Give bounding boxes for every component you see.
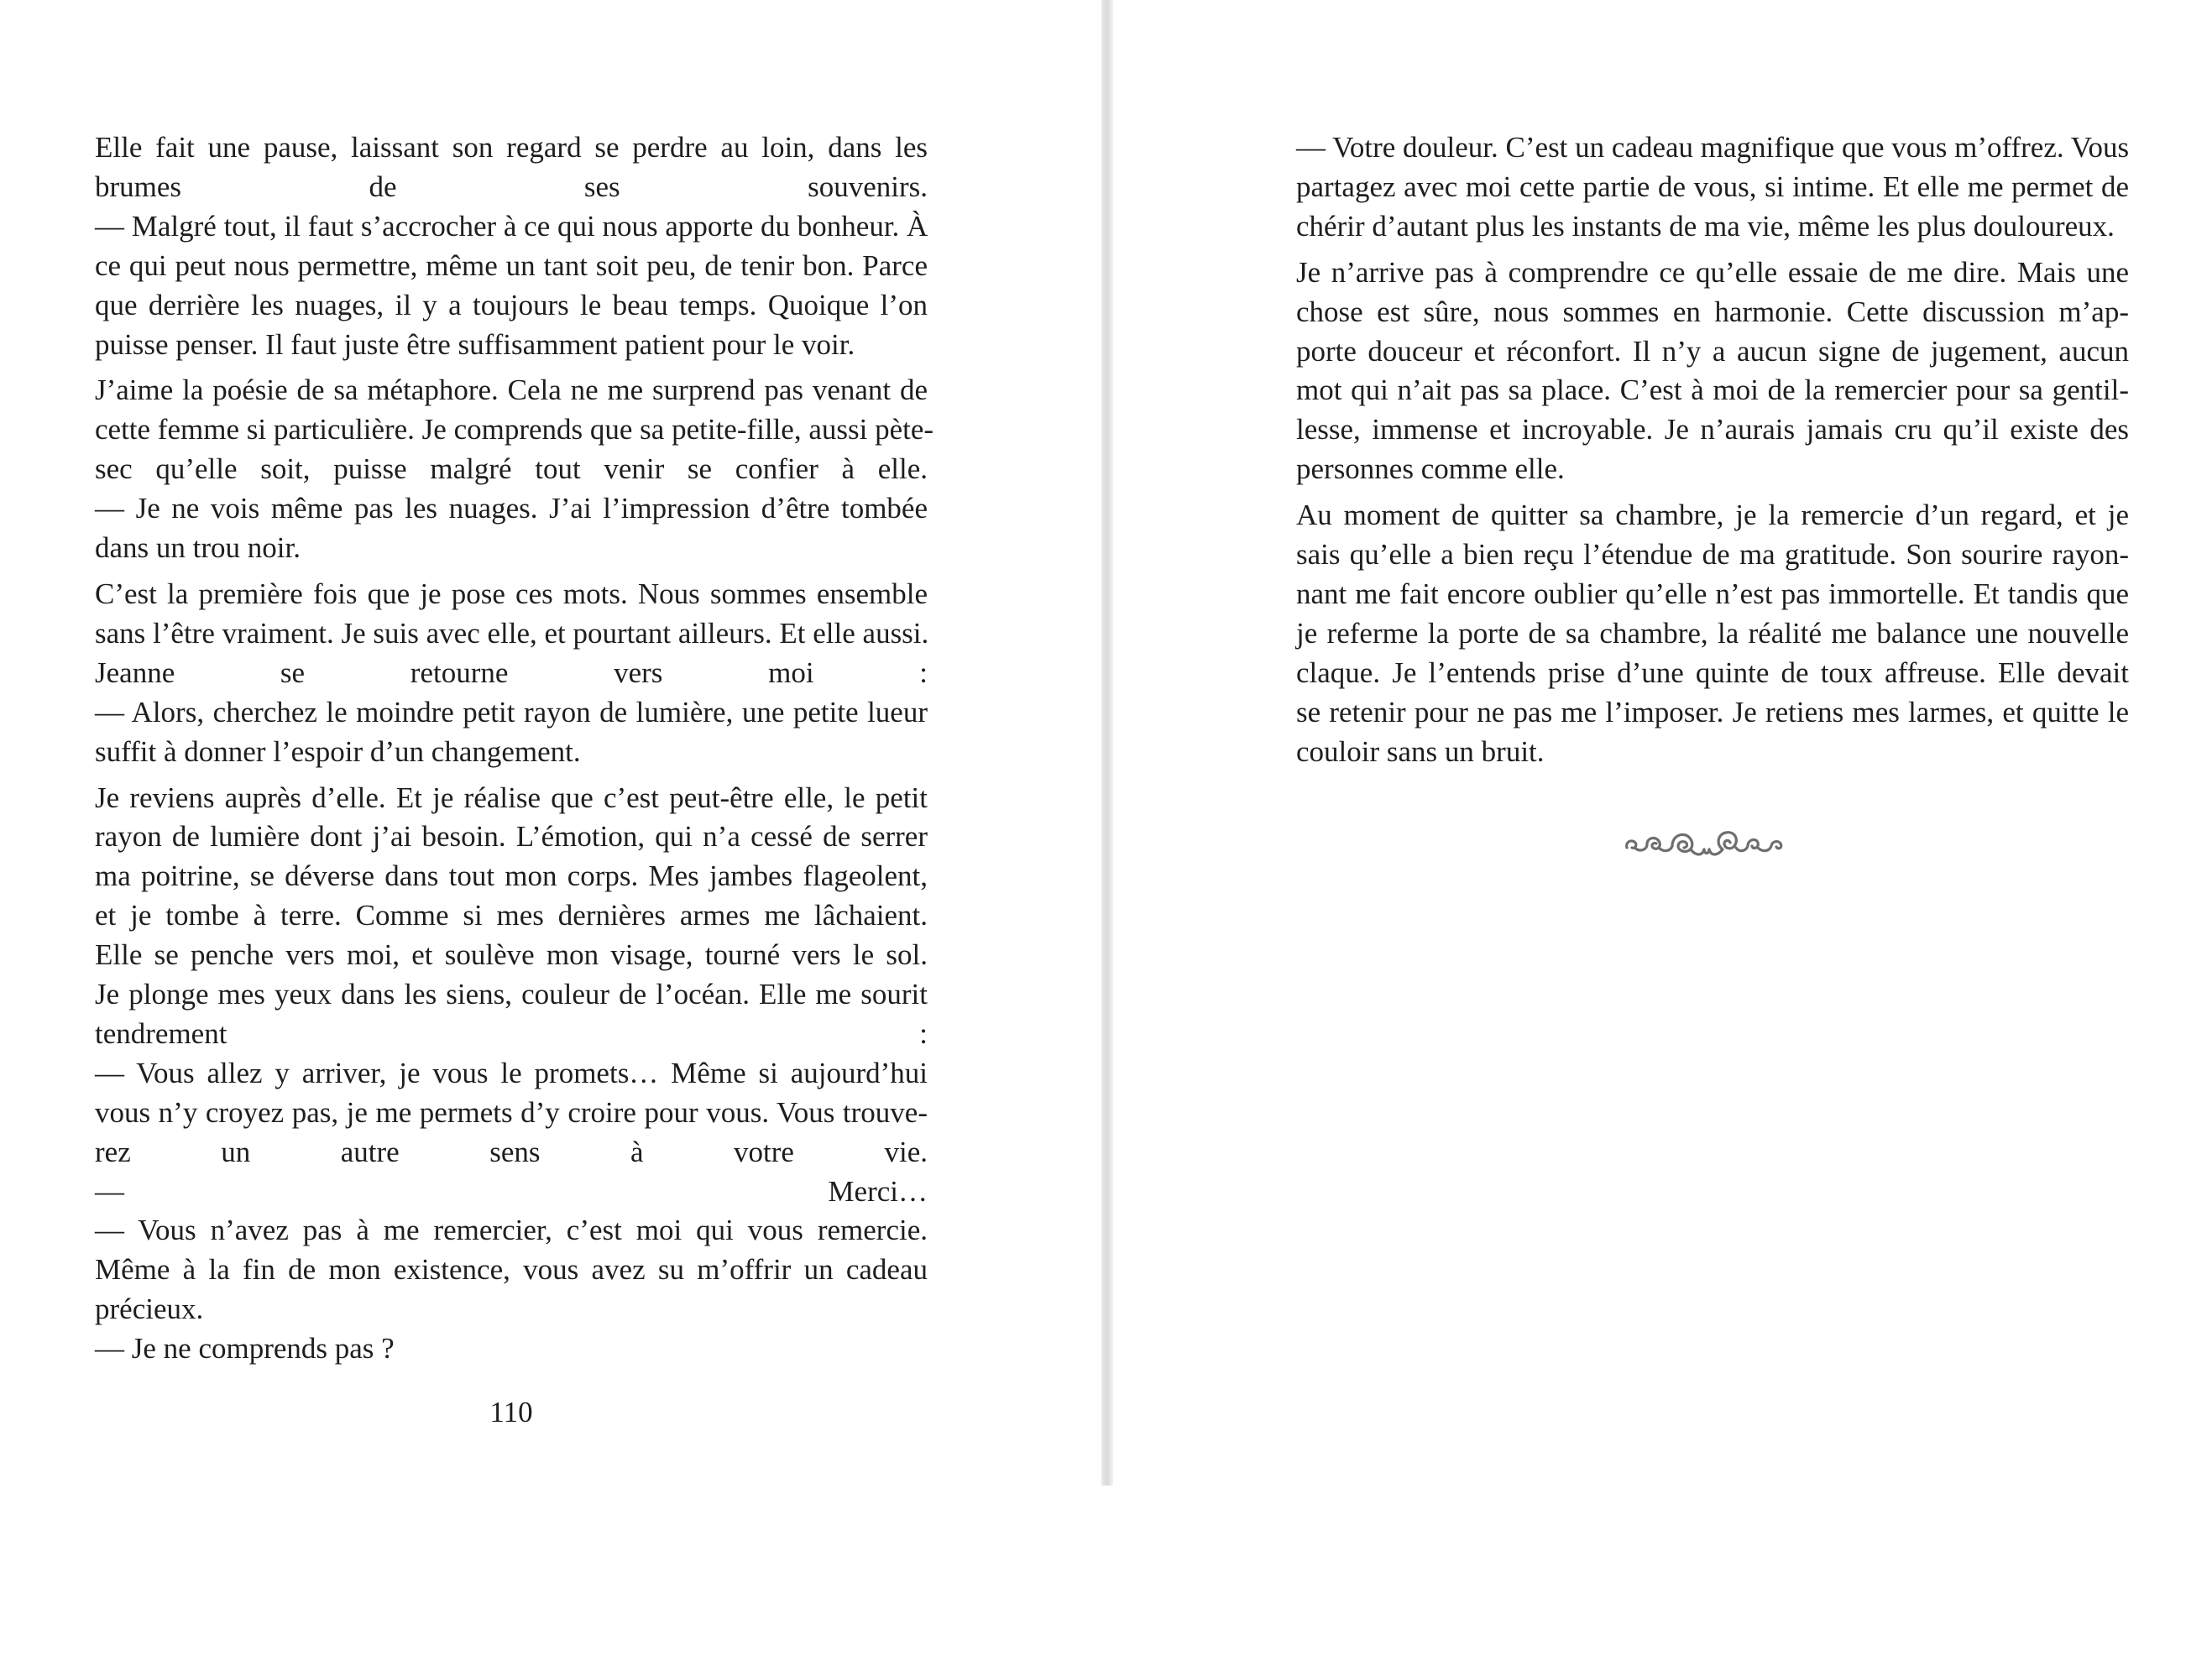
text-line: — Vous n’avez pas à me remercier, c’est moi qui vous remercie. <box>95 1214 928 1247</box>
text-line: — Malgré tout, il faut s’accrocher à ce qui nous apporte du bonheur. À <box>95 209 928 243</box>
text-line: que derrière les nuages, il y a toujours le beau temps. Quoique l’on <box>95 288 928 321</box>
text-line: sans l’être vraiment. Je suis avec elle, et pourtant ailleurs. Et elle aussi. <box>95 616 929 650</box>
text-line: ce qui peut nous permettre, même un tant soit peu, de tenir bon. Parce <box>95 248 928 282</box>
text-line: ma poitrine, se déverse dans tout mon corps. Mes jambes flageolent, <box>95 859 928 893</box>
text-line: chérir d’autant plus les instants de ma vie, même les plus douloureux. <box>1296 209 2115 243</box>
paragraph <box>95 371 934 568</box>
text-line: — Je ne comprends pas ? <box>95 1332 395 1366</box>
paragraph <box>95 779 928 1370</box>
text-line: je referme la porte de sa chambre, la réalité me balance une nouvelle <box>1296 616 2129 650</box>
text-line: Au moment de quitter sa chambre, je la remercie d’un regard, et je <box>1296 499 2129 532</box>
text-line: vous n’y croyez pas, je me permets d’y croire pour vous. Vous trouve- <box>95 1095 928 1129</box>
text-line: Même à la fin de mon existence, vous avez su m’offrir un cadeau <box>95 1253 928 1287</box>
text-line: Elle fait une pause, laissant son regard se perdre au loin, dans les <box>95 131 928 164</box>
paragraph <box>95 128 928 364</box>
text-line: sec qu’elle soit, puisse malgré tout venir se confier à elle. <box>95 452 928 486</box>
paragraph <box>1296 253 2129 489</box>
text-line: et je tombe à terre. Comme si mes dernières armes me lâchaient. <box>95 899 928 932</box>
text-line: brumes de ses souvenirs. <box>95 170 928 203</box>
text-line: couloir sans un bruit. <box>1296 734 1545 768</box>
text-line: rayon de lumière dont j’ai besoin. L’émotion, qui n’a cessé de serrer <box>95 820 928 854</box>
text-line: porte douceur et réconfort. Il n’y a aucun signe de jugement, aucun <box>1296 334 2129 368</box>
book-gutter <box>1101 0 1113 1486</box>
text-line: suffit à donner l’espoir d’un changement. <box>95 734 581 768</box>
text-line: — Alors, cherchez le moindre petit rayon de lumière, une petite lueur <box>95 695 928 729</box>
left-page-text <box>95 128 934 1376</box>
text-line: — Merci… <box>95 1174 928 1208</box>
text-line: Je n’arrive pas à comprendre ce qu’elle essaie de me dire. Mais une <box>1296 255 2129 289</box>
text-line: personnes comme elle. <box>1296 452 1565 486</box>
left-page <box>0 0 1101 1486</box>
paragraph <box>1296 496 2129 771</box>
right-page <box>1113 0 2212 1486</box>
text-line: — Je ne vois même pas les nuages. J’ai l’impression d’être tombée <box>95 492 928 525</box>
text-line: partagez avec moi cette partie de vous, si intime. Et elle me permet de <box>1296 170 2129 203</box>
paragraph <box>1296 128 2129 247</box>
text-line: cette femme si particulière. Je comprends que sa petite-fille, aussi pète- <box>95 413 934 447</box>
text-line: chose est sûre, nous sommes en harmonie. Cette discussion m’ap- <box>1296 295 2129 328</box>
text-line: tendrement : <box>95 1016 928 1050</box>
page-number: 110 <box>489 1396 533 1428</box>
text-line: Elle se penche vers moi, et soulève mon visage, tourné vers le sol. <box>95 938 928 972</box>
text-line: mot qui n’ait pas sa place. C’est à moi de la remercier pour sa gentil- <box>1296 373 2129 407</box>
text-line: précieux. <box>95 1293 204 1326</box>
text-line: claque. Je l’entends prise d’une quinte de toux affreuse. Elle devait <box>1296 655 2129 689</box>
text-line: nant me fait encore oublier qu’elle n’est pas immortelle. Et tandis que <box>1296 577 2129 610</box>
text-line: — Votre douleur. C’est un cadeau magnifique que vous m’offrez. Vous <box>1296 131 2130 164</box>
text-line: dans un trou noir. <box>95 531 301 565</box>
text-line: lesse, immense et incroyable. Je n’aurais jamais cru qu’il existe des <box>1296 413 2129 447</box>
text-line: Je reviens auprès d’elle. Et je réalise que c’est peut-être elle, le petit <box>95 781 928 814</box>
text-line: sais qu’elle a bien reçu l’étendue de ma gratitude. Son sourire rayon- <box>1296 538 2129 572</box>
text-line: Jeanne se retourne vers moi : <box>95 655 928 689</box>
right-page-text <box>1296 128 2129 779</box>
text-line: se retenir pour ne pas me l’imposer. Je retiens mes larmes, et quitte le <box>1296 695 2129 729</box>
scroll-flourish-ornament-icon <box>1622 824 1786 863</box>
text-line: Je plonge mes yeux dans les siens, couleur de l’océan. Elle me sourit <box>95 978 928 1011</box>
text-line: J’aime la poésie de sa métaphore. Cela ne me surprend pas venant de <box>95 373 928 407</box>
paragraph <box>95 575 928 772</box>
text-line: rez un autre sens à votre vie. <box>95 1135 928 1168</box>
text-line: — Vous allez y arriver, je vous le promets… Même si aujourd’hui <box>95 1056 928 1089</box>
text-line: C’est la première fois que je pose ces mots. Nous sommes ensemble <box>95 577 928 610</box>
text-line: puisse penser. Il faut juste être suffisamment patient pour le voir. <box>95 327 855 361</box>
